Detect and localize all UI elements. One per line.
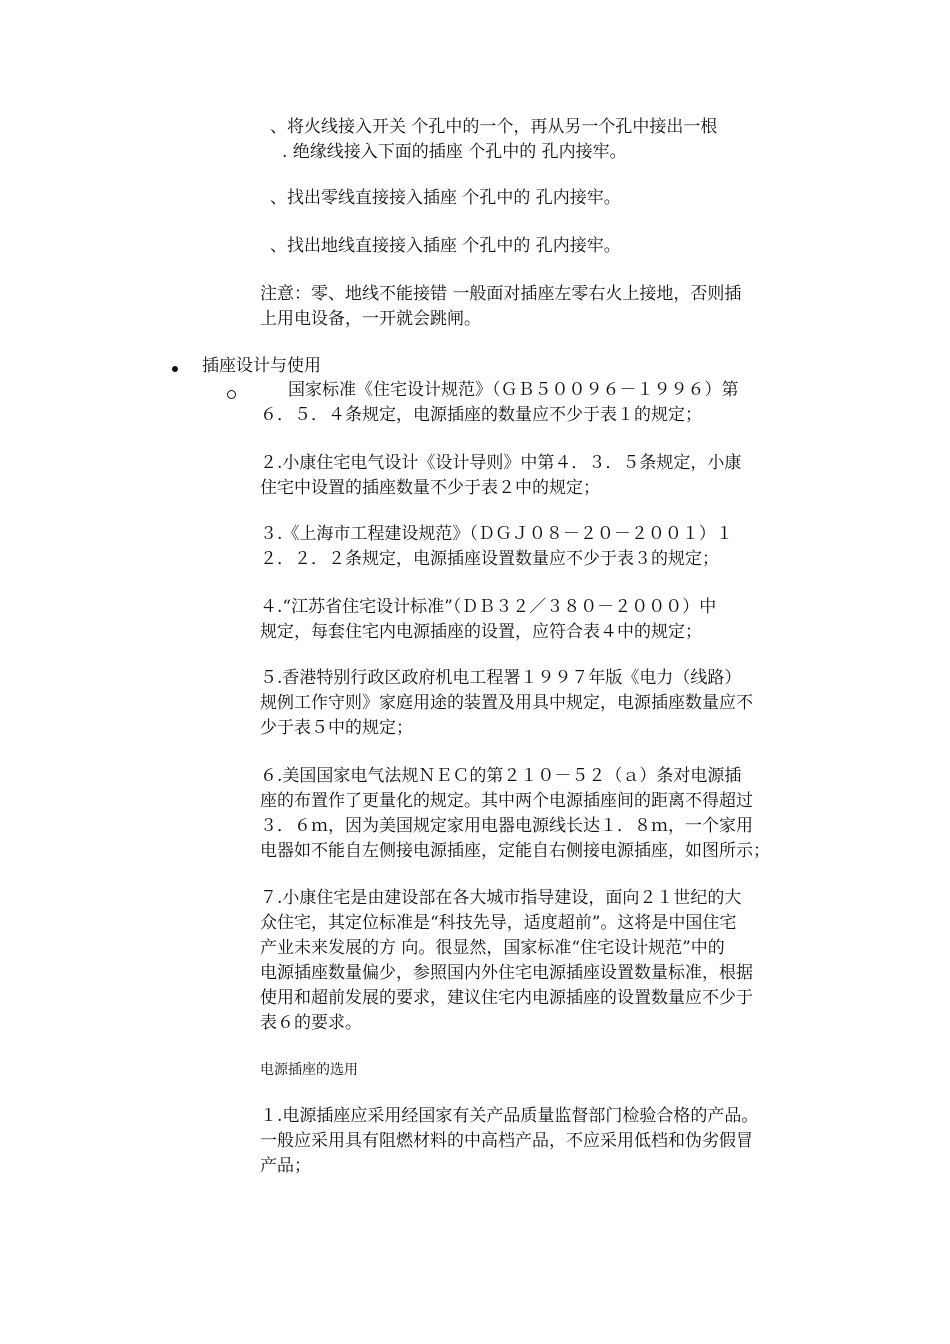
para-5-line-2: 规例工作守则》家庭用途的装置及用具中规定，电源插座数量应不 (260, 693, 753, 713)
para-7-line-3: 产业未来发展的方 向。很显然，国家标准“住宅设计规范”中的 (260, 938, 725, 958)
section-heading: 插座设计与使用 (202, 356, 321, 376)
para-6-line-3: ３．６ｍ，因为美国规定家用电器电源线长达１．８ｍ，一个家用 (260, 816, 753, 836)
bullet-disc-icon (172, 366, 178, 372)
para-2-line-2: 住宅中设置的插座数量不少于表２中的规定； (260, 478, 600, 498)
step-3: 、找出地线直接接入插座 个孔中的 孔内接牢。 (270, 236, 621, 256)
step-1-line-1: 、将火线接入开关 个孔中的一个，再从另一个孔中接出一根 (270, 117, 718, 137)
para-5-line-3: 少于表５中的规定； (260, 718, 413, 738)
para-5-line-1: ５.香港特别行政区政府机电工程署１９９７年版《电力（线路） (260, 668, 742, 688)
para-1-line-2: ６．５．４条规定，电源插座的数量应不少于表１的规定； (260, 405, 702, 425)
para-7-line-6: 表６的要求。 (260, 1013, 362, 1033)
para-3-line-2: ２．２．２条规定，电源插座设置数量应不少于表３的规定； (260, 549, 719, 569)
step-2: 、找出零线直接接入插座 个孔中的 孔内接牢。 (270, 188, 621, 208)
para-6-line-2: 座的布置作了更量化的规定。其中两个电源插座间的距离不得超过 (260, 791, 753, 811)
para-7-line-1: ７.小康住宅是由建设部在各大城市指导建设，面向２１世纪的大 (260, 888, 742, 908)
para-7-line-5: 使用和超前发展的要求，建议住宅内电源插座的设置数量应不少于 (260, 988, 753, 1008)
para-4-line-1: ４.“江苏省住宅设计标准”（ＤＢ３２／３８０－２０００）中 (260, 597, 717, 617)
step-1-line-2: . 绝缘线接入下面的插座 个孔中的 孔内接牢。 (282, 142, 627, 162)
note-line-2: 上用电设备，一开就会跳闸。 (260, 309, 481, 329)
bullet-circle-icon (227, 390, 236, 399)
note-line-1: 注意：零、地线不能接错 一般面对插座左零右火上接地，否则插 (260, 284, 742, 304)
para-1-line-1: 国家标准《住宅设计规范》（ＧＢ５００９６－１９９６）第 (288, 380, 739, 400)
para-3-line-1: ３.《上海市工程建设规范》（ＤＧＪ０８－２０－２００１）１ (260, 524, 733, 544)
selection-1-line-1: １.电源插座应采用经国家有关产品质量监督部门检验合格的产品。 (260, 1106, 759, 1126)
para-7-line-4: 电源插座数量偏少，参照国内外住宅电源插座设置数量标准，根据 (260, 963, 753, 983)
para-4-line-2: 规定，每套住宅内电源插座的设置，应符合表４中的规定； (260, 622, 702, 642)
para-7-line-2: 众住宅，其定位标准是“科技先导，适度超前”。这将是中国住宅 (260, 913, 737, 933)
subheading: 电源插座的选用 (260, 1062, 358, 1078)
selection-1-line-3: 产品； (260, 1156, 311, 1176)
para-6-line-1: ６.美国国家电气法规ＮＥＣ的第２１０－５２（ａ）条对电源插 (260, 766, 742, 786)
para-2-line-1: ２.小康住宅电气设计《设计导则》中第４．３．５条规定，小康 (260, 453, 742, 473)
para-6-line-4: 电器如不能自左侧接电源插座，定能自右侧接电源插座，如图所示； (260, 841, 770, 861)
selection-1-line-2: 一般应采用具有阻燃材料的中高档产品，不应采用低档和伪劣假冒 (260, 1131, 753, 1151)
